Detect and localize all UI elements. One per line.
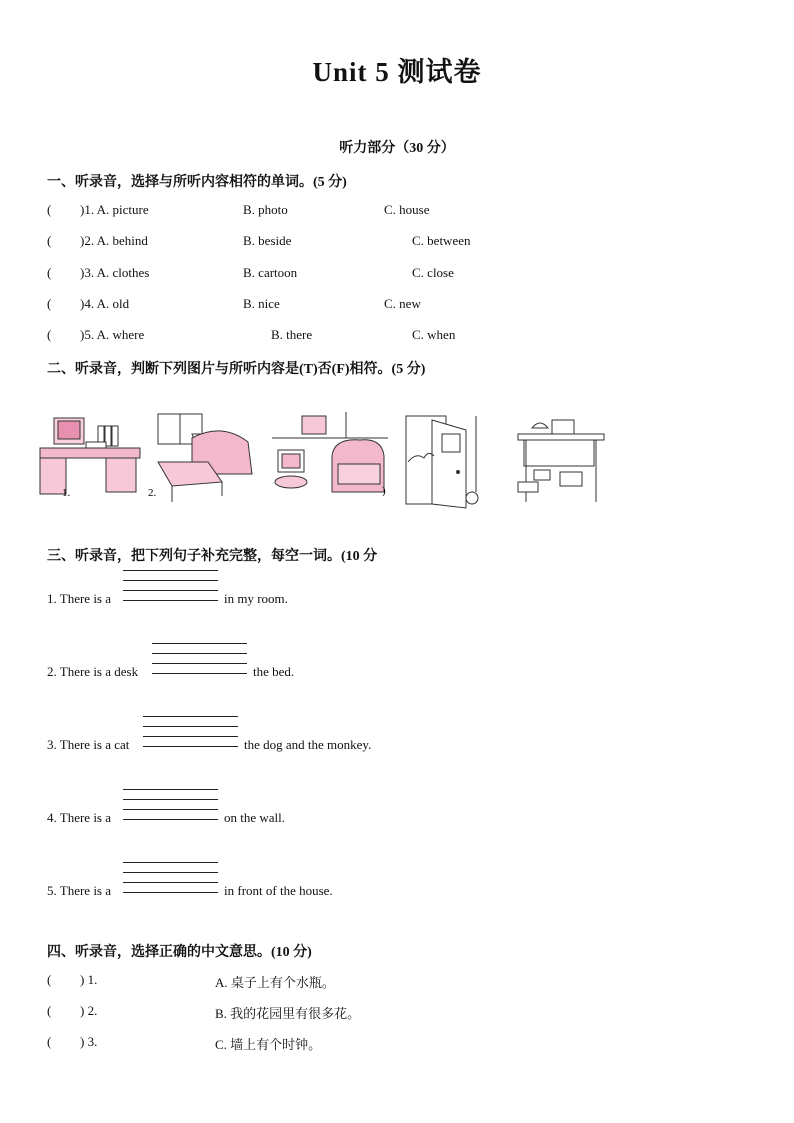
answer-blank[interactable] [152, 643, 247, 675]
section3-heading: 三、听录音，把下列句子补充完整，每空一词。(10 分 [47, 549, 378, 564]
sentence-start: 1. There is a [47, 591, 112, 606]
option-b: B. photo [243, 202, 288, 217]
chinese-option: B. 我的花园里有很多花。 [215, 1006, 361, 1021]
sentence-start: 5. There is a [47, 883, 112, 898]
picture-label-3: ) [382, 485, 386, 497]
option-a: )3. A. clothes [80, 265, 150, 280]
answer-paren: ( [47, 327, 52, 342]
sentence-end: the bed. [253, 664, 295, 679]
listening-part-heading: 听力部分（30 分） [339, 141, 455, 156]
sofa-picture [148, 412, 258, 508]
bedroom-tv-picture [272, 412, 388, 508]
sentence-start: 3. There is a cat [47, 737, 130, 752]
section2-heading: 二、听录音，判断下列图片与所听内容是(T)否(F)相符。(5 分) [47, 362, 426, 377]
answer-blank[interactable] [143, 716, 238, 748]
chinese-option: A. 桌子上有个水瓶。 [215, 975, 335, 990]
chinese-option: C. 墙上有个时钟。 [215, 1037, 322, 1052]
answer-blank[interactable] [123, 862, 218, 894]
item-number: ) 1. [80, 972, 98, 987]
option-a: )1. A. picture [80, 202, 149, 217]
answer-blank[interactable] [123, 789, 218, 821]
option-c: C. when [412, 327, 456, 342]
option-c: C. house [384, 202, 430, 217]
answer-paren: ( [47, 1003, 52, 1018]
computer-desk-picture [36, 412, 144, 508]
sentence-start: 4. There is a [47, 810, 112, 825]
option-a: )2. A. behind [80, 233, 148, 248]
sentence-end: in front of the house. [224, 883, 333, 898]
section1-heading: 一、听录音，选择与所听内容相符的单词。(5 分) [47, 175, 347, 190]
sentence-end: in my room. [224, 591, 288, 606]
option-c: C. between [412, 233, 471, 248]
answer-paren: ( [47, 1034, 52, 1049]
option-a: )5. A. where [80, 327, 145, 342]
picture-label-1: 1. [62, 487, 71, 499]
page-title: Unit 5 测试卷 [312, 57, 482, 87]
answer-paren: ( [47, 296, 52, 311]
option-a: )4. A. old [80, 296, 130, 311]
option-b: B. nice [243, 296, 280, 311]
desk-toys-picture [512, 412, 608, 508]
answer-paren: ( [47, 265, 52, 280]
sentence-end: the dog and the monkey. [244, 737, 372, 752]
door-picture [402, 412, 488, 508]
section4-heading: 四、听录音，选择正确的中文意思。(10 分) [47, 945, 312, 960]
sentence-start: 2. There is a desk [47, 664, 139, 679]
item-number: ) 3. [80, 1034, 98, 1049]
option-c: C. new [384, 296, 421, 311]
answer-paren: ( [47, 202, 52, 217]
item-number: ) 2. [80, 1003, 98, 1018]
answer-blank[interactable] [123, 570, 218, 602]
option-c: C. close [412, 265, 454, 280]
picture-label-2: 2. [148, 487, 157, 499]
answer-paren: ( [47, 972, 52, 987]
answer-paren: ( [47, 233, 52, 248]
option-b: B. there [271, 327, 313, 342]
option-b: B. cartoon [243, 265, 298, 280]
option-b: B. beside [243, 233, 292, 248]
sentence-end: on the wall. [224, 810, 286, 825]
